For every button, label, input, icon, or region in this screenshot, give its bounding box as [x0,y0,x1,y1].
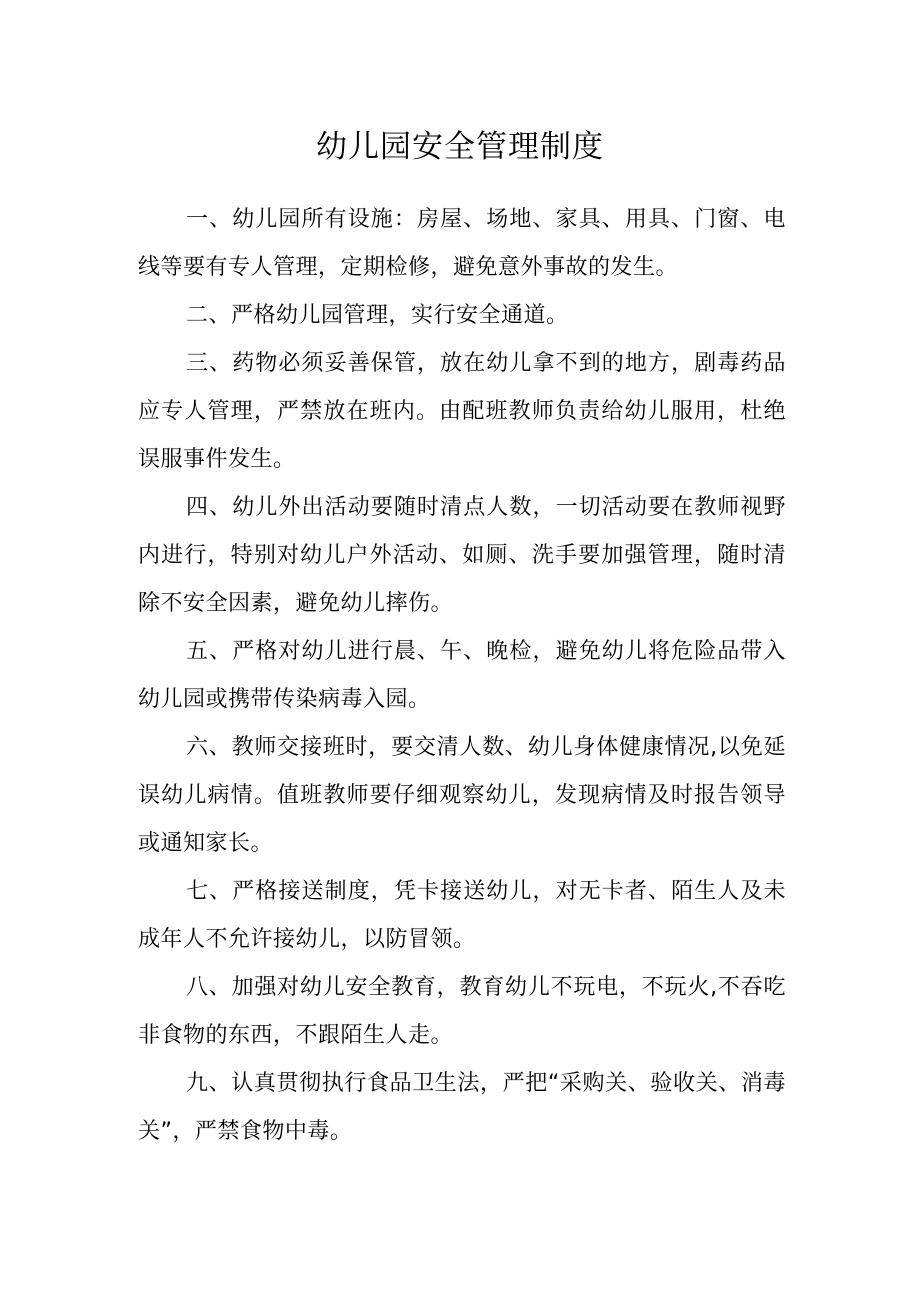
document-title: 幼儿园安全管理制度 [316,129,604,165]
paragraph-3: 三、药物必须妥善保管，放在幼儿拿不到的地方，剧毒药品应专人管理，严禁放在班内。由配班教师负责给幼儿服用，杜绝误服事件发生。 [138,351,786,472]
paragraph-9: 九、认真贯彻执行食品卫生法，严把“采购关、验收关、消毒关”，严禁食物中毒。 [138,1071,786,1144]
paragraph-6: 六、教师交接班时，要交清人数、幼儿身体健康情况,以免延误幼儿病情。值班教师要仔细观察幼儿，发现病情及时报告领导或通知家长。 [138,735,786,856]
document-body [138,196,786,1156]
paragraph-7: 七、严格接送制度，凭卡接送幼儿，对无卡者、陌生人及未成年人不允许接幼儿，以防冒领。 [138,879,786,952]
paragraph-4: 四、幼儿外出活动要随时清点人数，一切活动要在教师视野内进行，特别对幼儿户外活动、如厕、洗手要加强管理，随时清除不安全因素，避免幼儿摔伤。 [138,495,786,616]
paragraph-1: 一、幼儿园所有设施：房屋、场地、家具、用具、门窗、电线等要有专人管理，定期检修，避免意外事故的发生。 [138,207,786,280]
paragraph-2: 二、严格幼儿园管理，实行安全通道。 [186,303,569,328]
paragraph-8: 八、加强对幼儿安全教育，教育幼儿不玩电，不玩火,不吞吃非食物的东西，不跟陌生人走。 [138,975,786,1048]
paragraph-5: 五、严格对幼儿进行晨、午、晚检，避免幼儿将危险品带入幼儿园或携带传染病毒入园。 [138,639,786,712]
